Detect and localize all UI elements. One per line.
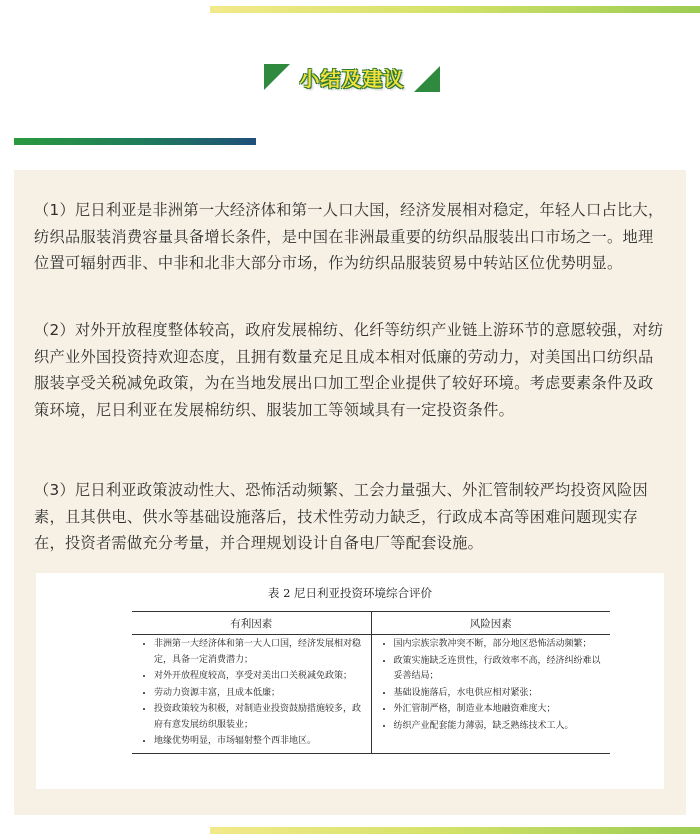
title-right-triangle bbox=[414, 66, 440, 92]
risks-cell bbox=[371, 635, 610, 754]
favorable-item: • 投资政策较为积极，对制造业投资鼓励措施较多，政府有意发展纺织服装业； bbox=[154, 702, 365, 733]
risk-item: • 国内宗族宗教冲突不断，部分地区恐怖活动频繁； bbox=[394, 637, 605, 653]
evaluation-table bbox=[132, 611, 610, 754]
section-title: 小结及建议 bbox=[299, 67, 405, 91]
risks-list bbox=[378, 637, 605, 734]
favorable-item: • 对外开放程度较高，享受对美出口关税减免政策； bbox=[154, 669, 365, 685]
favorable-item: • 劳动力资源丰富，且成本低廉； bbox=[154, 686, 365, 702]
risk-item: • 外汇管制严格，制造业本地融资难度大； bbox=[394, 702, 605, 718]
summary-panel bbox=[14, 170, 686, 815]
favorable-list bbox=[138, 637, 365, 750]
summary-paragraph-2: （2）对外开放程度整体较高，政府发展棉纺、化纤等纺织产业链上游环节的意愿较强，对纺织产业外国投资持欢迎态度，且拥有数量充足且成本相对低廉的劳动力，对美国出口纺织品服装享受关税减免政策，为在当地发展出口加工型企业提供了较好环境。考虑要素条件及政策环境，尼日利亚在发展棉纺织、服装加工等领域具有一定投资条件。 bbox=[34, 321, 664, 419]
table-caption: 表 2 尼日利亚投资环境综合评价 bbox=[267, 586, 433, 600]
header-favorable: 有利因素 bbox=[132, 612, 371, 635]
bottom-gradient-bar bbox=[210, 827, 700, 834]
section-title-block bbox=[0, 64, 700, 98]
risk-item: • 基础设施落后，水电供应相对紧张； bbox=[394, 686, 605, 702]
title-left-triangle bbox=[264, 64, 290, 90]
risk-item: • 纺织产业配套能力薄弱，缺乏熟练技术工人。 bbox=[394, 719, 605, 735]
favorable-cell bbox=[132, 635, 371, 754]
evaluation-table-figure bbox=[36, 573, 664, 789]
summary-paragraph-3: （3）尼日利亚政策波动性大、恐怖活动频繁、工会力量强大、外汇管制较严均投资风险因素，且其供电、供水等基础设施落后，技术性劳动力缺乏，行政成本高等困难问题现实存在，投资者需做充分考量，并合理规划设计自备电厂等配套设施。 bbox=[34, 481, 648, 552]
summary-paragraph-1: （1）尼日利亚是非洲第一大经济体和第一人口大国，经济发展相对稳定，年轻人口占比大，纺织品服装消费容量具备增长条件，是中国在非洲最重要的纺织品服装出口市场之一。地理位置可辐射西非、中非和北非大部分市场，作为纺织品服装贸易中转站区位优势明显。 bbox=[34, 201, 664, 272]
section-accent-line bbox=[14, 138, 256, 145]
favorable-item: • 地缘优势明显，市场辐射整个西非地区。 bbox=[154, 734, 365, 750]
favorable-item: • 非洲第一大经济体和第一大人口国，经济发展相对稳定，具备一定消费潜力； bbox=[154, 637, 365, 668]
top-gradient-bar bbox=[210, 6, 700, 13]
header-risks: 风险因素 bbox=[371, 612, 610, 635]
risk-item: • 政策实施缺乏连贯性，行政效率不高，经济纠纷难以妥善结局； bbox=[394, 654, 605, 685]
